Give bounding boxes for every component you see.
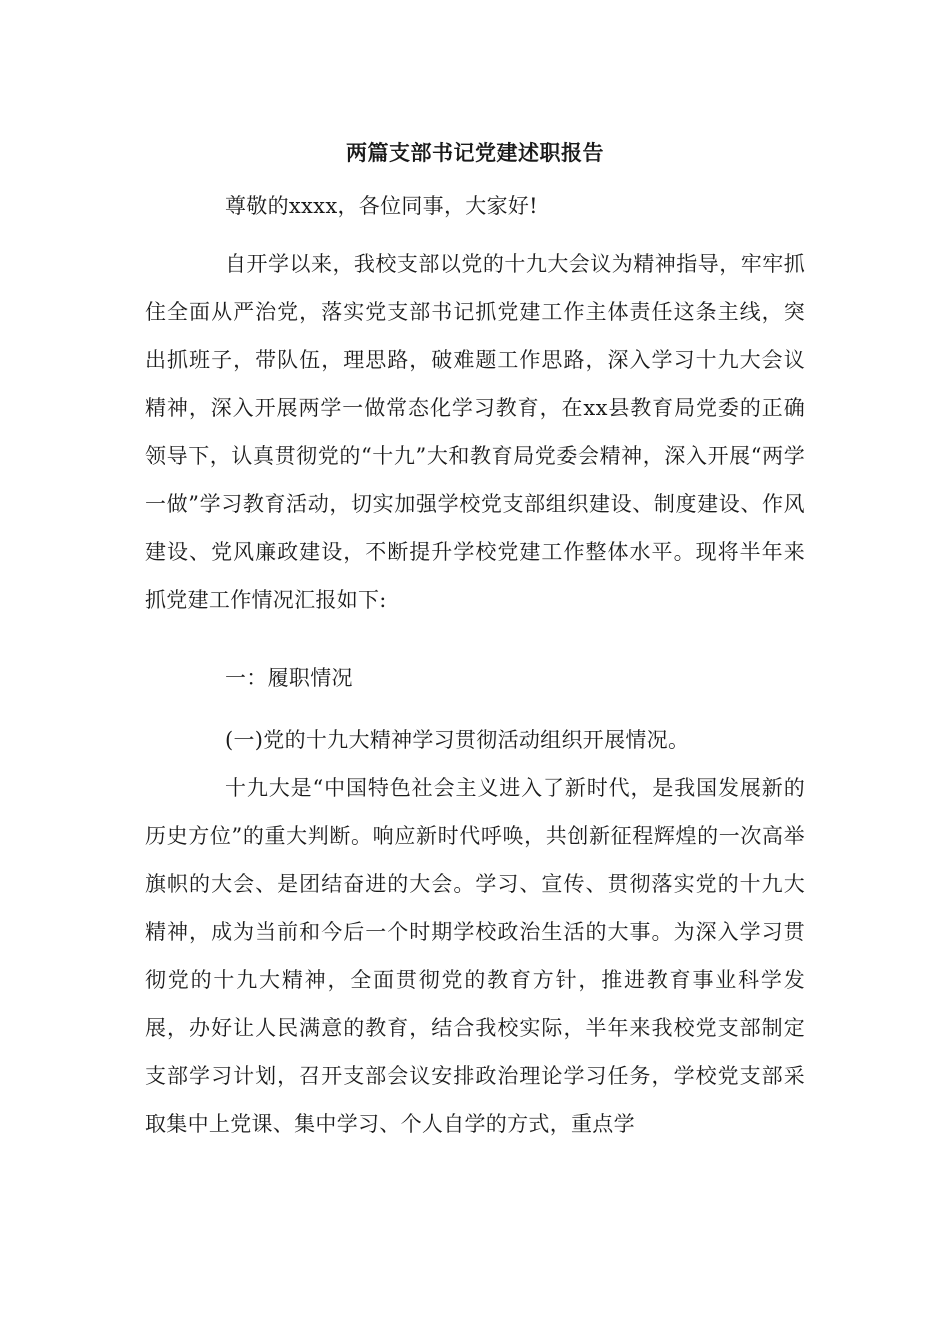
paragraph-text: 尊敬的xxxx，各位同事，大家好! <box>225 194 538 218</box>
intro-paragraph <box>145 240 805 624</box>
greeting-paragraph <box>145 182 805 230</box>
document-title: 两篇支部书记党建述职报告 <box>346 140 604 165</box>
spirit-paragraph <box>145 764 805 1148</box>
section-heading <box>145 654 805 702</box>
heading-text: 一：履职情况 <box>225 666 353 690</box>
paragraph-text: 十九大是“中国特色社会主义进入了新时代，是我国发展新的历史方位”的重大判断。响应新时代呼唤，共创新征程辉煌的一次高举旗帜的大会、是团结奋进的大会。学习、宣传、贯彻落实党的十九大精神，成为当前和今后一个时期学校政治生活的大事。为深入学习贯彻党的十九大精神，全面贯彻党的教育方针，推进教育事业科学发展，办好让人民满意的教育，结合我校实际，半年来我校党支部制定支部学习计划，召开支部会议安排政治理论学习任务，学校党支部采取集中上党课、集中学习、个人自学的方式，重点学 <box>145 776 805 1136</box>
heading-text: (一)党的十九大精神学习贯彻活动组织开展情况。 <box>225 728 690 752</box>
subsection-heading <box>145 716 805 764</box>
paragraph-text: 自开学以来，我校支部以党的十九大会议为精神指导，牢牢抓住全面从严治党，落实党支部书记抓党建工作主体责任这条主线，突出抓班子，带队伍，理思路，破难题工作思路，深入学习十九大会议精神，深入开展两学一做常态化学习教育，在xx县教育局党委的正确领导下，认真贯彻党的“十九”大和教育局党委会精神，深入开展“两学一做”学习教育活动，切实加强学校党支部组织建设、制度建设、作风建设、党风廉政建设，不断提升学校党建工作整体水平。现将半年来抓党建工作情况汇报如下: <box>145 252 805 612</box>
